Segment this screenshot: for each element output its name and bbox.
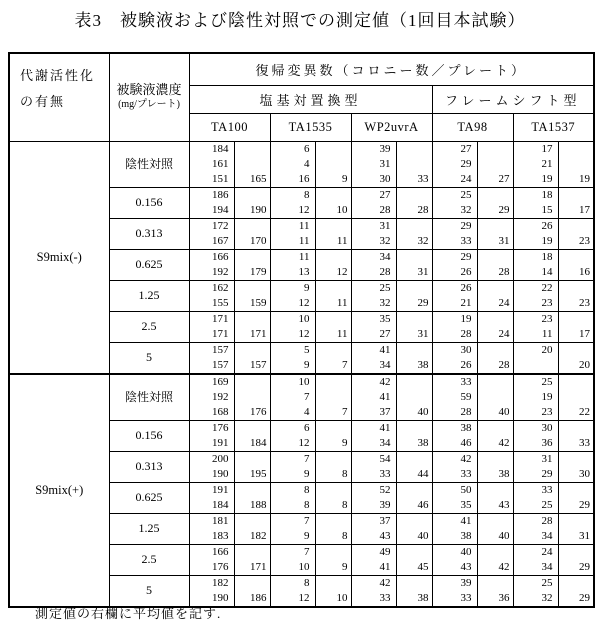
value-cell: 9	[270, 467, 315, 483]
dose-label: 0.313	[109, 451, 189, 482]
value-cell: 42	[351, 374, 396, 390]
value-cell: 28	[432, 327, 477, 343]
dose-label: 陰性対照	[109, 374, 189, 421]
value-cell: 151	[189, 172, 234, 188]
value-cell: 12	[270, 327, 315, 343]
value-cell: 7	[270, 544, 315, 560]
value-cell: 8	[270, 187, 315, 203]
header-dose-line1: 被験液濃度	[116, 82, 182, 98]
value-cell: 157	[189, 342, 234, 358]
dose-label: 0.313	[109, 218, 189, 249]
value-cell: 29	[513, 467, 558, 483]
mean-cell: 45	[396, 544, 432, 575]
value-cell: 11	[270, 218, 315, 234]
value-cell: 42	[351, 575, 396, 591]
value-cell: 33	[513, 482, 558, 498]
mean-cell: 38	[396, 420, 432, 451]
value-cell: 35	[432, 498, 477, 514]
value-cell: 24	[513, 544, 558, 560]
value-cell: 23	[513, 311, 558, 327]
mean-cell: 17	[558, 187, 594, 218]
value-cell: 38	[432, 420, 477, 436]
mean-cell: 33	[396, 141, 432, 187]
value-cell: 34	[351, 358, 396, 374]
value-cell: 28	[513, 513, 558, 529]
value-cell: 41	[351, 342, 396, 358]
value-cell: 25	[351, 280, 396, 296]
value-cell: 25	[513, 498, 558, 514]
value-cell: 162	[189, 280, 234, 296]
value-cell: 43	[351, 529, 396, 545]
value-cell: 54	[351, 451, 396, 467]
mean-cell: 9	[315, 141, 351, 187]
value-cell: 36	[513, 436, 558, 452]
value-cell: 8	[270, 498, 315, 514]
value-cell: 31	[351, 157, 396, 172]
value-cell: 6	[270, 141, 315, 157]
value-cell: 59	[432, 390, 477, 405]
mean-cell: 31	[396, 311, 432, 342]
value-cell: 35	[351, 311, 396, 327]
value-cell: 9	[270, 529, 315, 545]
mean-cell: 40	[396, 513, 432, 544]
value-cell: 10	[270, 311, 315, 327]
value-cell: 166	[189, 249, 234, 265]
value-cell: 32	[351, 296, 396, 312]
dose-label: 5	[109, 575, 189, 607]
header-strain-ta100: TA100	[189, 113, 270, 141]
value-cell: 28	[432, 405, 477, 421]
table-header	[9, 53, 594, 141]
mean-cell: 40	[396, 374, 432, 421]
value-cell: 18	[513, 249, 558, 265]
value-cell: 27	[432, 141, 477, 157]
value-cell: 21	[432, 296, 477, 312]
value-cell: 34	[513, 529, 558, 545]
value-cell: 30	[513, 420, 558, 436]
value-cell: 19	[513, 234, 558, 250]
mean-cell: 28	[477, 249, 513, 280]
dose-label: 2.5	[109, 544, 189, 575]
mean-cell: 28	[477, 342, 513, 374]
mean-cell: 11	[315, 218, 351, 249]
value-cell: 50	[432, 482, 477, 498]
header-metabolic-activation-line2: の有無	[20, 94, 66, 109]
mean-cell: 24	[477, 311, 513, 342]
mean-cell: 36	[477, 575, 513, 607]
value-cell: 32	[513, 591, 558, 607]
value-cell: 25	[513, 575, 558, 591]
value-cell: 12	[270, 436, 315, 452]
mean-cell: 40	[477, 513, 513, 544]
value-cell: 30	[351, 172, 396, 188]
mean-cell: 38	[477, 451, 513, 482]
value-cell: 38	[432, 529, 477, 545]
value-cell: 168	[189, 405, 234, 421]
value-cell: 34	[351, 249, 396, 265]
value-cell: 19	[513, 172, 558, 188]
value-cell: 27	[351, 187, 396, 203]
value-cell: 46	[432, 436, 477, 452]
value-cell: 22	[513, 280, 558, 296]
value-cell: 161	[189, 157, 234, 172]
value-cell: 24	[432, 172, 477, 188]
mean-cell: 8	[315, 482, 351, 513]
value-cell: 4	[270, 405, 315, 421]
value-cell: 181	[189, 513, 234, 529]
value-cell: 21	[513, 157, 558, 172]
mean-cell: 184	[234, 420, 270, 451]
value-cell: 12	[270, 203, 315, 219]
value-cell: 8	[270, 575, 315, 591]
value-cell: 7	[270, 390, 315, 405]
value-cell: 183	[189, 529, 234, 545]
dose-label: 2.5	[109, 311, 189, 342]
value-cell: 42	[432, 451, 477, 467]
footnote: 測定値の右欄に平均値を記す.	[35, 606, 222, 621]
mean-cell: 27	[477, 141, 513, 187]
value-cell: 172	[189, 218, 234, 234]
mean-cell: 46	[396, 482, 432, 513]
measurement-table	[8, 52, 595, 608]
mean-cell: 159	[234, 280, 270, 311]
mean-cell: 8	[315, 451, 351, 482]
mean-cell: 44	[396, 451, 432, 482]
mean-cell: 157	[234, 342, 270, 374]
value-cell: 33	[351, 591, 396, 607]
value-cell: 30	[432, 342, 477, 358]
table-body	[9, 141, 594, 607]
mean-cell: 7	[315, 374, 351, 421]
value-cell: 9	[270, 280, 315, 296]
mean-cell: 24	[477, 280, 513, 311]
value-cell: 6	[270, 420, 315, 436]
mean-cell: 171	[234, 311, 270, 342]
value-cell: 167	[189, 234, 234, 250]
value-cell: 10	[270, 374, 315, 390]
value-cell: 33	[432, 234, 477, 250]
mean-cell: 179	[234, 249, 270, 280]
value-cell: 33	[432, 374, 477, 390]
value-cell: 28	[351, 203, 396, 219]
table-row	[9, 141, 594, 157]
mean-cell: 32	[396, 218, 432, 249]
value-cell: 26	[432, 265, 477, 281]
mean-cell: 186	[234, 575, 270, 607]
value-cell: 41	[351, 420, 396, 436]
header-revertant-count: 復帰変異数（コロニー数／プレート）	[189, 53, 594, 85]
dose-label: 0.156	[109, 187, 189, 218]
mean-cell: 12	[315, 249, 351, 280]
value-cell: 25	[513, 374, 558, 390]
value-cell: 32	[432, 203, 477, 219]
value-cell: 19	[432, 311, 477, 327]
mean-cell: 31	[558, 513, 594, 544]
value-cell: 23	[513, 405, 558, 421]
value-cell: 52	[351, 482, 396, 498]
value-cell: 8	[270, 482, 315, 498]
value-cell: 169	[189, 374, 234, 390]
value-cell: 31	[351, 218, 396, 234]
value-cell: 39	[351, 141, 396, 157]
value-cell: 27	[351, 327, 396, 343]
value-cell: 191	[189, 436, 234, 452]
value-cell: 192	[189, 265, 234, 281]
mean-cell: 22	[558, 374, 594, 421]
mean-cell: 195	[234, 451, 270, 482]
value-cell: 15	[513, 203, 558, 219]
value-cell: 7	[270, 513, 315, 529]
header-frameshift-type: フレームシフト型	[432, 85, 594, 113]
mean-cell: 11	[315, 280, 351, 311]
value-cell: 40	[432, 544, 477, 560]
mean-cell: 23	[558, 280, 594, 311]
value-cell: 13	[270, 265, 315, 281]
value-cell: 37	[351, 513, 396, 529]
value-cell: 41	[351, 390, 396, 405]
header-strain-ta98: TA98	[432, 113, 513, 141]
mean-cell: 38	[396, 575, 432, 607]
mean-cell: 33	[558, 420, 594, 451]
value-cell: 166	[189, 544, 234, 560]
value-cell: 4	[270, 157, 315, 172]
value-cell: 18	[513, 187, 558, 203]
header-metabolic-activation-line1: 代謝活性化	[20, 68, 96, 83]
value-cell: 12	[270, 591, 315, 607]
value-cell: 34	[513, 560, 558, 576]
value-cell: 186	[189, 187, 234, 203]
mean-cell: 17	[558, 311, 594, 342]
value-cell: 20	[513, 342, 558, 358]
value-cell: 184	[189, 498, 234, 514]
value-cell: 200	[189, 451, 234, 467]
mean-cell: 7	[315, 342, 351, 374]
value-cell: 39	[432, 575, 477, 591]
mean-cell: 19	[558, 141, 594, 187]
value-cell: 19	[513, 390, 558, 405]
dose-label: 0.625	[109, 249, 189, 280]
header-strain-ta1535: TA1535	[270, 113, 351, 141]
mean-cell: 165	[234, 141, 270, 187]
value-cell: 31	[513, 451, 558, 467]
dose-label: 陰性対照	[109, 141, 189, 187]
mean-cell: 10	[315, 575, 351, 607]
value-cell: 7	[270, 451, 315, 467]
mean-cell: 28	[396, 187, 432, 218]
header-metabolic-activation	[9, 53, 109, 141]
value-cell: 16	[270, 172, 315, 188]
value-cell: 11	[270, 249, 315, 265]
section-label: S9mix(-)	[36, 249, 82, 264]
mean-cell: 170	[234, 218, 270, 249]
header-strain-wp2uvra: WP2uvrA	[351, 113, 432, 141]
value-cell: 14	[513, 265, 558, 281]
table-row	[9, 374, 594, 390]
header-dose-concentration	[109, 53, 189, 141]
dose-label: 1.25	[109, 280, 189, 311]
mean-cell: 30	[558, 451, 594, 482]
mean-cell: 29	[558, 575, 594, 607]
value-cell: 12	[270, 296, 315, 312]
value-cell: 176	[189, 420, 234, 436]
value-cell: 171	[189, 327, 234, 343]
dose-label: 1.25	[109, 513, 189, 544]
mean-cell: 190	[234, 187, 270, 218]
value-cell: 49	[351, 544, 396, 560]
mean-cell: 10	[315, 187, 351, 218]
value-cell: 26	[513, 218, 558, 234]
mean-cell: 11	[315, 311, 351, 342]
header-dose-line2: (mg/プレート)	[118, 99, 180, 111]
mean-cell: 171	[234, 544, 270, 575]
value-cell: 33	[432, 467, 477, 483]
mean-cell: 29	[558, 544, 594, 575]
dose-label: 0.156	[109, 420, 189, 451]
dose-label: 0.625	[109, 482, 189, 513]
value-cell: 28	[351, 265, 396, 281]
value-cell: 157	[189, 358, 234, 374]
mean-cell: 20	[558, 342, 594, 374]
value-cell: 17	[513, 141, 558, 157]
value-cell: 5	[270, 342, 315, 358]
value-cell: 33	[432, 591, 477, 607]
header-base-substitution-type: 塩基対置換型	[189, 85, 432, 113]
mean-cell: 31	[477, 218, 513, 249]
mean-cell: 42	[477, 420, 513, 451]
value-cell	[513, 358, 558, 374]
value-cell: 171	[189, 311, 234, 327]
value-cell: 155	[189, 296, 234, 312]
mean-cell: 176	[234, 374, 270, 421]
dose-label: 5	[109, 342, 189, 374]
value-cell: 192	[189, 390, 234, 405]
value-cell: 190	[189, 467, 234, 483]
value-cell: 26	[432, 358, 477, 374]
value-cell: 33	[351, 467, 396, 483]
mean-cell: 23	[558, 218, 594, 249]
value-cell: 29	[432, 218, 477, 234]
value-cell: 39	[351, 498, 396, 514]
mean-cell: 43	[477, 482, 513, 513]
mean-cell: 188	[234, 482, 270, 513]
value-cell: 11	[270, 234, 315, 250]
mean-cell: 31	[396, 249, 432, 280]
value-cell: 29	[432, 249, 477, 265]
value-cell: 34	[351, 436, 396, 452]
mean-cell: 8	[315, 513, 351, 544]
table-title: 表3 被験液および陰性対照での測定値（1回目本試験）	[74, 11, 526, 30]
value-cell: 182	[189, 575, 234, 591]
value-cell: 23	[513, 296, 558, 312]
mean-cell: 29	[558, 482, 594, 513]
value-cell: 41	[351, 560, 396, 576]
value-cell: 9	[270, 358, 315, 374]
value-cell: 25	[432, 187, 477, 203]
value-cell: 194	[189, 203, 234, 219]
mean-cell: 29	[396, 280, 432, 311]
value-cell: 43	[432, 560, 477, 576]
mean-cell: 182	[234, 513, 270, 544]
mean-cell: 9	[315, 544, 351, 575]
mean-cell: 40	[477, 374, 513, 421]
section-label: S9mix(+)	[9, 374, 109, 607]
value-cell: 176	[189, 560, 234, 576]
mean-cell: 38	[396, 342, 432, 374]
value-cell: 190	[189, 591, 234, 607]
mean-cell: 16	[558, 249, 594, 280]
value-cell: 10	[270, 560, 315, 576]
value-cell: 191	[189, 482, 234, 498]
value-cell: 37	[351, 405, 396, 421]
value-cell: 11	[513, 327, 558, 343]
value-cell: 41	[432, 513, 477, 529]
value-cell: 26	[432, 280, 477, 296]
value-cell: 32	[351, 234, 396, 250]
value-cell: 29	[432, 157, 477, 172]
mean-cell: 42	[477, 544, 513, 575]
header-strain-ta1537: TA1537	[513, 113, 594, 141]
mean-cell: 29	[477, 187, 513, 218]
mean-cell: 9	[315, 420, 351, 451]
value-cell: 184	[189, 141, 234, 157]
